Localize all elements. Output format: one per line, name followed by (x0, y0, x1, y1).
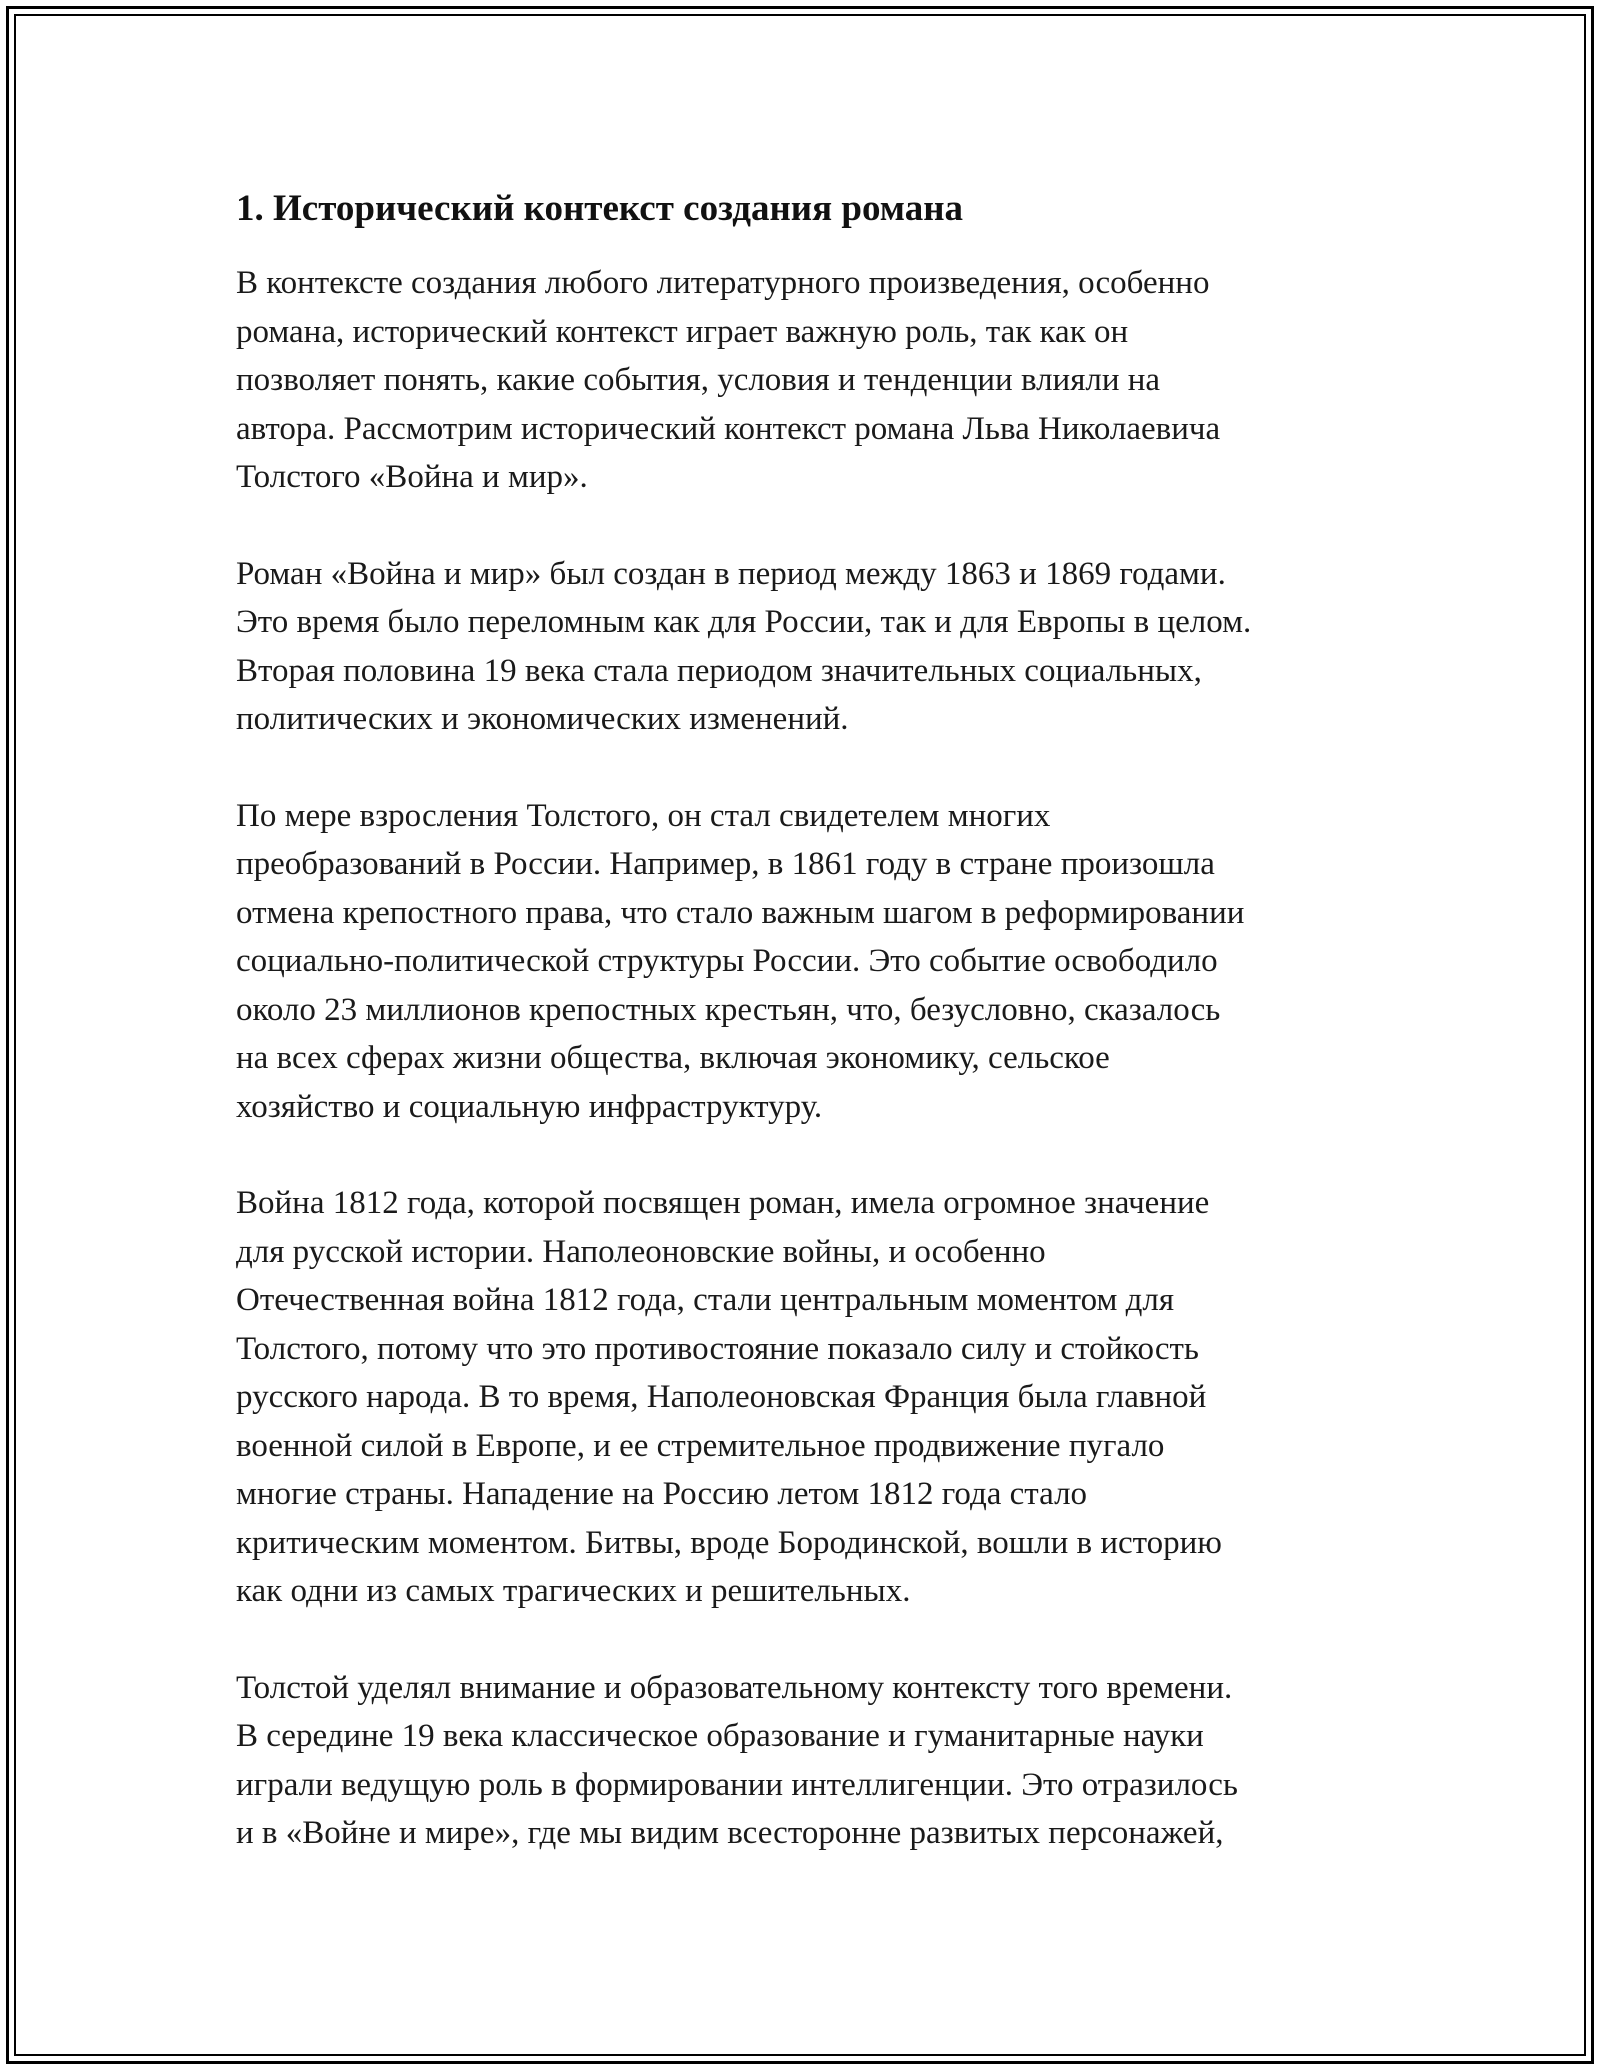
text-line: романа, исторический контекст играет важную роль, так как он (236, 313, 1129, 350)
text-line: позволяет понять, какие события, условия и тенденции влияли на (236, 362, 1161, 399)
text-line: для русской истории. Наполеоновские войны, и особенно (236, 1233, 1046, 1270)
text-line: отмена крепостного права, что стало важным шагом в реформировании (236, 894, 1245, 931)
paragraph-2 (236, 550, 1386, 744)
text-line: критическим моментом. Битвы, вроде Бородинской, вошли в историю (236, 1524, 1222, 1561)
text-line: играли ведущую роль в формировании интеллигенции. Это отразилось (236, 1766, 1238, 1803)
text-line: Это время было переломным как для России, так и для Европы в целом. (236, 604, 1252, 641)
text-line: Роман «Война и мир» был создан в период между 1863 и 1869 годами. (236, 555, 1226, 592)
text-line: Толстого, потому что это противостояние показало силу и стойкость (236, 1330, 1199, 1367)
text-line: хозяйство и социальную инфраструктуру. (236, 1088, 823, 1125)
text-line: военной силой в Европе, и ее стремительное продвижение пугало (236, 1427, 1165, 1464)
text-line: В контексте создания любого литературного произведения, особенно (236, 265, 1210, 302)
paragraph-4 (236, 1179, 1386, 1616)
text-line: как одни из самых трагических и решительных. (236, 1573, 911, 1610)
text-line: Толстой уделял внимание и образовательному контексту того времени. (236, 1669, 1233, 1706)
document-body (236, 185, 1386, 1906)
text-line: политических и экономических изменений. (236, 701, 849, 738)
text-line: преобразований в России. Например, в 1861 году в стране произошла (236, 846, 1215, 883)
text-line: многие страны. Нападение на Россию летом 1812 года стало (236, 1476, 1088, 1513)
section-heading: 1. Исторический контекст создания романа (236, 188, 964, 229)
text-line: Война 1812 года, которой посвящен роман, имела огромное значение (236, 1185, 1210, 1222)
text-line: автора. Рассмотрим исторический контекст романа Льва Николаевича (236, 410, 1221, 447)
paragraph-5 (236, 1664, 1386, 1858)
text-line: и в «Войне и мире», где мы видим всесторонне развитых персонажей, (236, 1815, 1224, 1852)
text-line: По мере взросления Толстого, он стал свидетелем многих (236, 797, 1051, 834)
paragraph-3 (236, 792, 1386, 1132)
text-line: В середине 19 века классическое образование и гуманитарные науки (236, 1718, 1204, 1755)
text-line: русского народа. В то время, Наполеоновская Франция была главной (236, 1379, 1207, 1416)
text-line: Толстого «Война и мир». (236, 459, 588, 496)
text-line: Отечественная война 1812 года, стали центральным моментом для (236, 1282, 1175, 1319)
paragraph-1 (236, 259, 1386, 502)
text-line: около 23 миллионов крепостных крестьян, что, безусловно, сказалось (236, 991, 1221, 1028)
text-line: социально-политической структуры России. Это событие освободило (236, 943, 1218, 980)
text-line: Вторая половина 19 века стала периодом значительных социальных, (236, 652, 1202, 689)
text-line: на всех сферах жизни общества, включая экономику, сельское (236, 1040, 1110, 1077)
